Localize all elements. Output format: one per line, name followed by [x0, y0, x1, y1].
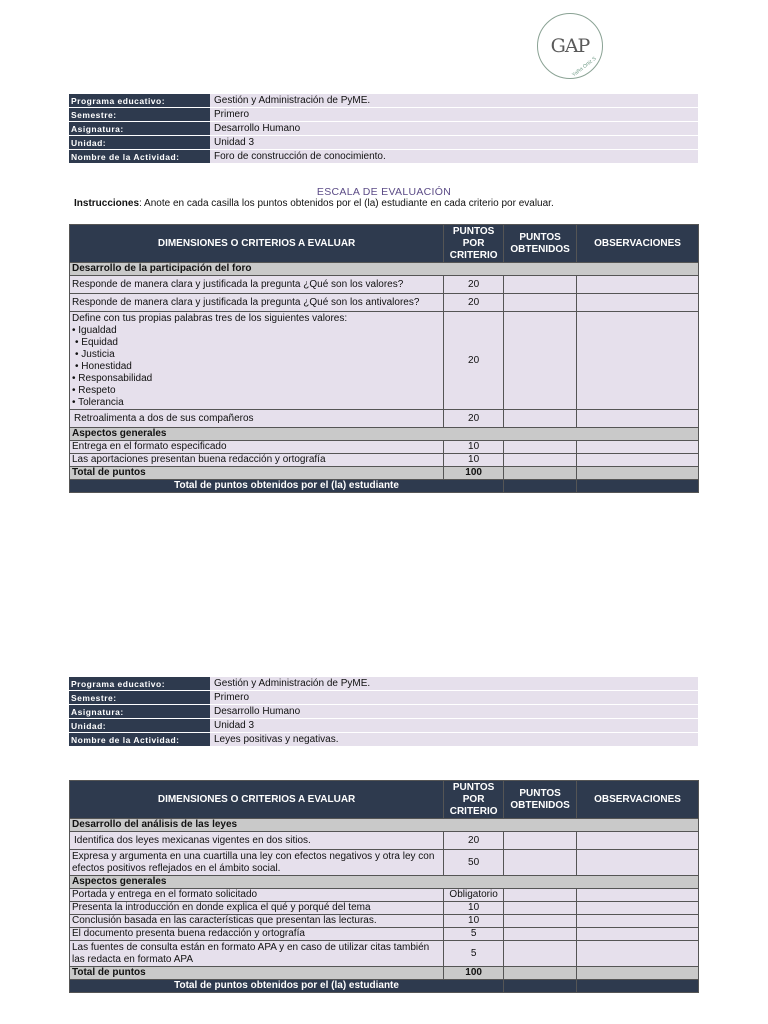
table-row: [70, 454, 699, 467]
observations-cell[interactable]: [577, 294, 699, 312]
observations-cell[interactable]: [577, 454, 699, 467]
criterion-text: Las aportaciones presentan buena redacción y ortografía: [70, 454, 444, 467]
info-value: Primero: [210, 691, 698, 705]
criterion-points: 5: [444, 928, 504, 941]
observations-cell[interactable]: [577, 441, 699, 454]
obtained-cell[interactable]: [504, 832, 577, 850]
values-list: [72, 325, 441, 409]
table-row: [70, 832, 699, 850]
criterion-points: 20: [444, 276, 504, 294]
observations-cell[interactable]: [577, 902, 699, 915]
info-key: Programa educativo:: [69, 94, 210, 108]
info-key: Semestre:: [69, 691, 210, 705]
header-criterios: DIMENSIONES O CRITERIOS A EVALUAR: [70, 225, 444, 263]
observations-cell[interactable]: [577, 850, 699, 876]
criterion-text: [70, 312, 444, 410]
info-row: [69, 719, 698, 733]
final-label: Total de puntos obtenidos por el (la) estudiante: [70, 980, 504, 993]
criterion-points: 10: [444, 902, 504, 915]
total-observations-cell[interactable]: [577, 967, 699, 980]
escala-title: ESCALA DE EVALUACIÓN: [316, 186, 452, 198]
obtained-cell[interactable]: [504, 850, 577, 876]
total-label: Total de puntos: [70, 467, 444, 480]
total-label: Total de puntos: [70, 967, 444, 980]
criterion-text: Identifica dos leyes mexicanas vigentes en dos sitios.: [70, 832, 444, 850]
criterion-points: 20: [444, 832, 504, 850]
obtained-cell[interactable]: [504, 941, 577, 967]
final-observations-cell[interactable]: [577, 980, 699, 993]
info-value: Desarrollo Humano: [210, 122, 698, 136]
list-item: • Honestidad: [72, 361, 441, 373]
list-item: • Respeto: [72, 385, 441, 397]
criterion-points: 20: [444, 312, 504, 410]
header-observaciones: OBSERVACIONES: [577, 781, 699, 819]
header-row: [70, 225, 699, 263]
observations-cell[interactable]: [577, 915, 699, 928]
info-key: Nombre de la Actividad:: [69, 150, 210, 164]
total-obtained-cell[interactable]: [504, 967, 577, 980]
table-row: [70, 441, 699, 454]
section-title: Aspectos generales: [70, 876, 699, 889]
info-value: Unidad 3: [210, 136, 698, 150]
info-row: [69, 733, 698, 747]
final-label: Total de puntos obtenidos por el (la) estudiante: [70, 480, 504, 493]
criterion-intro: Define con tus propias palabras tres de los siguientes valores:: [72, 312, 348, 324]
observations-cell[interactable]: [577, 889, 699, 902]
list-item: • Responsabilidad: [72, 373, 441, 385]
header-row: [70, 781, 699, 819]
table-row: [70, 915, 699, 928]
table-row: [70, 276, 699, 294]
criterion-points: 10: [444, 915, 504, 928]
section-title: Aspectos generales: [70, 428, 699, 441]
info-key: Nombre de la Actividad:: [69, 733, 210, 747]
header-puntos: PUNTOS POR CRITERIO: [444, 225, 504, 263]
obtained-cell[interactable]: [504, 902, 577, 915]
criterion-text: Retroalimenta a dos de sus compañeros: [70, 410, 444, 428]
info-key: Unidad:: [69, 719, 210, 733]
info-row: [69, 136, 698, 150]
final-row: [70, 980, 699, 993]
obtained-cell[interactable]: [504, 928, 577, 941]
obtained-cell[interactable]: [504, 276, 577, 294]
total-obtained-cell[interactable]: [504, 467, 577, 480]
table-row: [70, 410, 699, 428]
obtained-cell[interactable]: [504, 454, 577, 467]
instructions-text: : Anote en cada casilla los puntos obtenidos por el (la) estudiante en cada criterio por evaluar.: [139, 198, 554, 209]
obtained-cell[interactable]: [504, 410, 577, 428]
info-value: Gestión y Administración de PyME.: [210, 677, 698, 691]
header-obtenidos: PUNTOS OBTENIDOS: [504, 781, 577, 819]
observations-cell[interactable]: [577, 410, 699, 428]
info-value: Leyes positivas y negativas.: [210, 733, 698, 747]
table-row: [70, 928, 699, 941]
criterion-points: 20: [444, 294, 504, 312]
section-title: Desarrollo del análisis de las leyes: [70, 819, 699, 832]
observations-cell[interactable]: [577, 941, 699, 967]
info-row: [69, 691, 698, 705]
header-puntos: PUNTOS POR CRITERIO: [444, 781, 504, 819]
total-row: [70, 467, 699, 480]
instructions: [74, 198, 554, 209]
list-item: • Equidad: [72, 337, 441, 349]
observations-cell[interactable]: [577, 312, 699, 410]
activity-info-table-2: [69, 677, 698, 747]
obtained-cell[interactable]: [504, 889, 577, 902]
obtained-cell[interactable]: [504, 915, 577, 928]
gap-logo: [537, 13, 603, 79]
list-item: • Justicia: [72, 349, 441, 361]
list-item: • Tolerancia: [72, 397, 441, 409]
table-row: [70, 941, 699, 967]
criterion-text: Entrega en el formato especificado: [70, 441, 444, 454]
total-points: 100: [444, 967, 504, 980]
observations-cell[interactable]: [577, 832, 699, 850]
info-row: [69, 677, 698, 691]
table-row: [70, 850, 699, 876]
rubric-table-2: [69, 780, 699, 993]
logo-subtext: YaRa Ortiz S: [571, 55, 598, 79]
total-observations-cell[interactable]: [577, 467, 699, 480]
info-row: [69, 150, 698, 164]
info-row: [69, 122, 698, 136]
instructions-label: Instrucciones: [74, 198, 140, 209]
rubric-table-1: [69, 224, 699, 493]
section-row: [70, 819, 699, 832]
criterion-points: 10: [444, 441, 504, 454]
info-key: Unidad:: [69, 136, 210, 150]
obtained-cell[interactable]: [504, 294, 577, 312]
header-observaciones: OBSERVACIONES: [577, 225, 699, 263]
criterion-text: Expresa y argumenta en una cuartilla una ley con efectos negativos y otra ley con efectos positivos reflejados en el ámbito social.: [70, 850, 444, 876]
info-row: [69, 705, 698, 719]
criterion-text: Responde de manera clara y justificada la pregunta ¿Qué son los antivalores?: [70, 294, 444, 312]
total-row: [70, 967, 699, 980]
info-value: Primero: [210, 108, 698, 122]
criterion-text: Responde de manera clara y justificada la pregunta ¿Qué son los valores?: [70, 276, 444, 294]
final-observations-cell[interactable]: [577, 480, 699, 493]
obtained-cell[interactable]: [504, 312, 577, 410]
table-row: [70, 312, 699, 410]
section-row: [70, 263, 699, 276]
info-row: [69, 108, 698, 122]
criterion-points: Obligatorio: [444, 889, 504, 902]
final-obtained-cell[interactable]: [504, 480, 577, 493]
criterion-text: El documento presenta buena redacción y ortografía: [70, 928, 444, 941]
info-key: Semestre:: [69, 108, 210, 122]
info-row: [69, 94, 698, 108]
observations-cell[interactable]: [577, 276, 699, 294]
total-points: 100: [444, 467, 504, 480]
criterion-points: 20: [444, 410, 504, 428]
list-item: • Igualdad: [72, 325, 441, 337]
section-title: Desarrollo de la participación del foro: [70, 263, 699, 276]
info-value: Desarrollo Humano: [210, 705, 698, 719]
observations-cell[interactable]: [577, 928, 699, 941]
criterion-text: Conclusión basada en las características que presentan las lecturas.: [70, 915, 444, 928]
criterion-points: 10: [444, 454, 504, 467]
criterion-text: Portada y entrega en el formato solicitado: [70, 889, 444, 902]
criterion-points: 50: [444, 850, 504, 876]
final-row: [70, 480, 699, 493]
final-obtained-cell[interactable]: [504, 980, 577, 993]
section-row: [70, 428, 699, 441]
header-obtenidos: PUNTOS OBTENIDOS: [504, 225, 577, 263]
obtained-cell[interactable]: [504, 441, 577, 454]
criterion-text: Las fuentes de consulta están en formato APA y en caso de utilizar citas también las redacta en formato APA: [70, 941, 444, 967]
info-key: Asignatura:: [69, 705, 210, 719]
activity-info-table-1: [69, 94, 698, 164]
table-row: [70, 294, 699, 312]
header-criterios: DIMENSIONES O CRITERIOS A EVALUAR: [70, 781, 444, 819]
logo-text: GAP: [550, 35, 590, 57]
info-key: Programa educativo:: [69, 677, 210, 691]
criterion-text: Presenta la introducción en donde explica el qué y porqué del tema: [70, 902, 444, 915]
info-value: Gestión y Administración de PyME.: [210, 94, 698, 108]
section-row: [70, 876, 699, 889]
info-value: Unidad 3: [210, 719, 698, 733]
table-row: [70, 889, 699, 902]
table-row: [70, 902, 699, 915]
info-key: Asignatura:: [69, 122, 210, 136]
info-value: Foro de construcción de conocimiento.: [210, 150, 698, 164]
criterion-points: 5: [444, 941, 504, 967]
